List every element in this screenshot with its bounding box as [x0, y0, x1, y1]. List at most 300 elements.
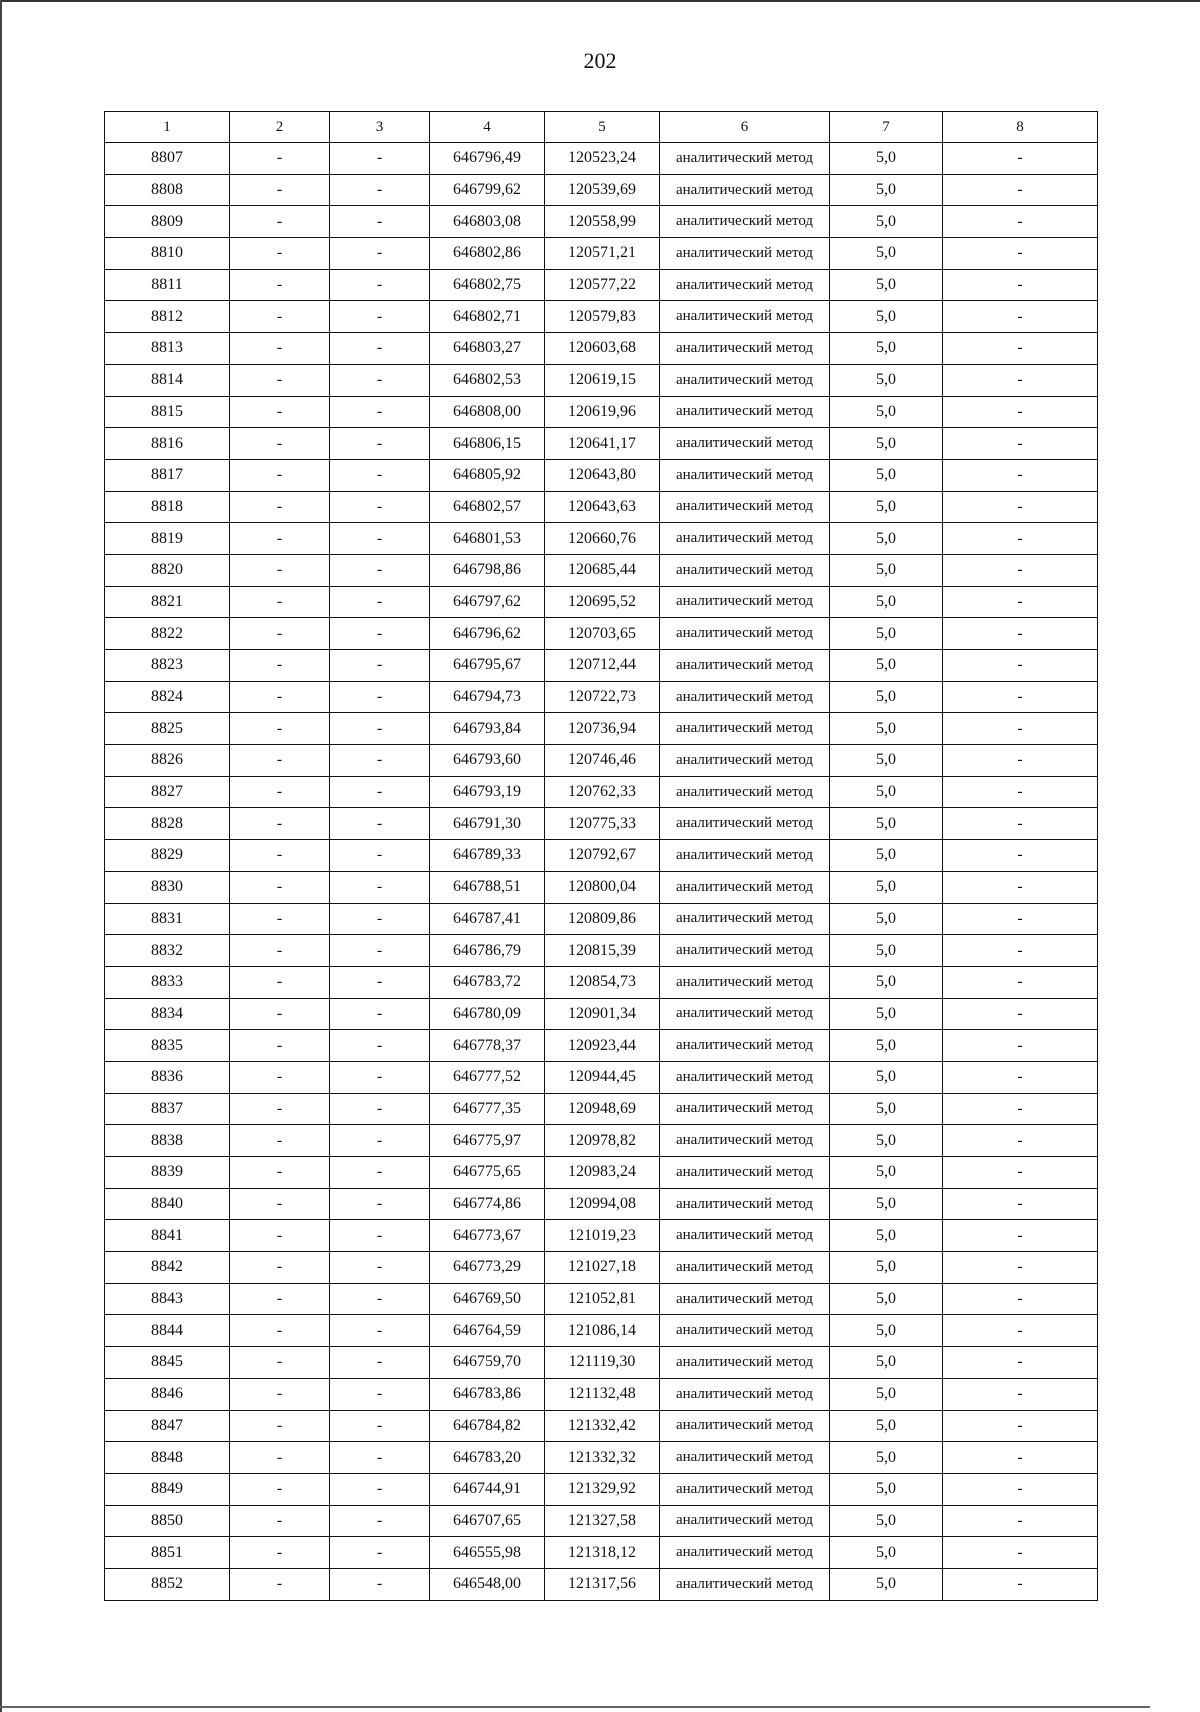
y-coordinate-cell: 120619,15 — [545, 364, 660, 396]
y-coordinate-cell: 120854,73 — [545, 966, 660, 998]
x-coordinate-cell: 646793,19 — [430, 776, 545, 808]
col-2-cell: - — [230, 1410, 330, 1442]
col-3-cell: - — [330, 491, 430, 523]
point-number-cell: 8816 — [105, 428, 230, 460]
method-cell: аналитический метод — [660, 1442, 830, 1474]
column-header: 8 — [943, 112, 1098, 143]
table-row — [105, 745, 1098, 777]
method-cell: аналитический метод — [660, 1252, 830, 1284]
col-8-cell: - — [943, 776, 1098, 808]
col-8-cell: - — [943, 840, 1098, 872]
column-header: 1 — [105, 112, 230, 143]
col-2-cell: - — [230, 269, 330, 301]
accuracy-cell: 5,0 — [830, 618, 943, 650]
col-8-cell: - — [943, 966, 1098, 998]
col-8-cell: - — [943, 1473, 1098, 1505]
point-number-cell: 8834 — [105, 998, 230, 1030]
point-number-cell: 8823 — [105, 650, 230, 682]
table-row — [105, 238, 1098, 270]
x-coordinate-cell: 646803,27 — [430, 333, 545, 365]
accuracy-cell: 5,0 — [830, 1410, 943, 1442]
method-cell: аналитический метод — [660, 871, 830, 903]
col-3-cell: - — [330, 871, 430, 903]
point-number-cell: 8813 — [105, 333, 230, 365]
col-2-cell: - — [230, 586, 330, 618]
point-number-cell: 8821 — [105, 586, 230, 618]
col-8-cell: - — [943, 459, 1098, 491]
method-cell: аналитический метод — [660, 935, 830, 967]
col-8-cell: - — [943, 871, 1098, 903]
point-number-cell: 8833 — [105, 966, 230, 998]
method-cell: аналитический метод — [660, 491, 830, 523]
x-coordinate-cell: 646774,86 — [430, 1188, 545, 1220]
method-cell: аналитический метод — [660, 1537, 830, 1569]
accuracy-cell: 5,0 — [830, 935, 943, 967]
table-row — [105, 618, 1098, 650]
col-8-cell: - — [943, 1030, 1098, 1062]
col-8-cell: - — [943, 650, 1098, 682]
point-number-cell: 8808 — [105, 174, 230, 206]
method-cell: аналитический метод — [660, 1378, 830, 1410]
point-number-cell: 8826 — [105, 745, 230, 777]
y-coordinate-cell: 121318,12 — [545, 1537, 660, 1569]
coordinates-table — [104, 111, 1098, 1601]
col-2-cell: - — [230, 1252, 330, 1284]
accuracy-cell: 5,0 — [830, 1442, 943, 1474]
point-number-cell: 8846 — [105, 1378, 230, 1410]
col-8-cell: - — [943, 745, 1098, 777]
col-3-cell: - — [330, 1030, 430, 1062]
col-3-cell: - — [330, 1378, 430, 1410]
x-coordinate-cell: 646788,51 — [430, 871, 545, 903]
x-coordinate-cell: 646707,65 — [430, 1505, 545, 1537]
method-cell: аналитический метод — [660, 301, 830, 333]
x-coordinate-cell: 646548,00 — [430, 1568, 545, 1600]
x-coordinate-cell: 646775,97 — [430, 1125, 545, 1157]
table-header-row — [105, 112, 1098, 143]
y-coordinate-cell: 120775,33 — [545, 808, 660, 840]
table-row — [105, 1505, 1098, 1537]
y-coordinate-cell: 120978,82 — [545, 1125, 660, 1157]
method-cell: аналитический метод — [660, 840, 830, 872]
col-3-cell: - — [330, 745, 430, 777]
accuracy-cell: 5,0 — [830, 396, 943, 428]
table-row — [105, 1410, 1098, 1442]
x-coordinate-cell: 646780,09 — [430, 998, 545, 1030]
method-cell: аналитический метод — [660, 745, 830, 777]
accuracy-cell: 5,0 — [830, 840, 943, 872]
col-3-cell: - — [330, 1093, 430, 1125]
point-number-cell: 8811 — [105, 269, 230, 301]
col-2-cell: - — [230, 1125, 330, 1157]
col-3-cell: - — [330, 238, 430, 270]
col-8-cell: - — [943, 301, 1098, 333]
table-row — [105, 523, 1098, 555]
col-8-cell: - — [943, 1537, 1098, 1569]
y-coordinate-cell: 120948,69 — [545, 1093, 660, 1125]
x-coordinate-cell: 646805,92 — [430, 459, 545, 491]
col-3-cell: - — [330, 903, 430, 935]
accuracy-cell: 5,0 — [830, 776, 943, 808]
col-3-cell: - — [330, 174, 430, 206]
y-coordinate-cell: 120579,83 — [545, 301, 660, 333]
point-number-cell: 8824 — [105, 681, 230, 713]
col-8-cell: - — [943, 903, 1098, 935]
col-8-cell: - — [943, 1505, 1098, 1537]
point-number-cell: 8827 — [105, 776, 230, 808]
method-cell: аналитический метод — [660, 618, 830, 650]
col-2-cell: - — [230, 681, 330, 713]
col-8-cell: - — [943, 1188, 1098, 1220]
col-2-cell: - — [230, 523, 330, 555]
accuracy-cell: 5,0 — [830, 301, 943, 333]
accuracy-cell: 5,0 — [830, 1283, 943, 1315]
point-number-cell: 8849 — [105, 1473, 230, 1505]
col-8-cell: - — [943, 1220, 1098, 1252]
table-row — [105, 1473, 1098, 1505]
col-2-cell: - — [230, 1061, 330, 1093]
point-number-cell: 8825 — [105, 713, 230, 745]
method-cell: аналитический метод — [660, 903, 830, 935]
col-8-cell: - — [943, 523, 1098, 555]
accuracy-cell: 5,0 — [830, 459, 943, 491]
accuracy-cell: 5,0 — [830, 238, 943, 270]
col-8-cell: - — [943, 808, 1098, 840]
col-2-cell: - — [230, 364, 330, 396]
point-number-cell: 8818 — [105, 491, 230, 523]
y-coordinate-cell: 120660,76 — [545, 523, 660, 555]
col-2-cell: - — [230, 1157, 330, 1189]
table-row — [105, 1537, 1098, 1569]
x-coordinate-cell: 646796,49 — [430, 143, 545, 175]
method-cell: аналитический метод — [660, 554, 830, 586]
point-number-cell: 8812 — [105, 301, 230, 333]
col-3-cell: - — [330, 808, 430, 840]
x-coordinate-cell: 646802,86 — [430, 238, 545, 270]
accuracy-cell: 5,0 — [830, 1188, 943, 1220]
point-number-cell: 8809 — [105, 206, 230, 238]
accuracy-cell: 5,0 — [830, 333, 943, 365]
accuracy-cell: 5,0 — [830, 998, 943, 1030]
accuracy-cell: 5,0 — [830, 1315, 943, 1347]
col-3-cell: - — [330, 681, 430, 713]
method-cell: аналитический метод — [660, 713, 830, 745]
col-8-cell: - — [943, 396, 1098, 428]
x-coordinate-cell: 646797,62 — [430, 586, 545, 618]
y-coordinate-cell: 121086,14 — [545, 1315, 660, 1347]
table-row — [105, 1347, 1098, 1379]
table-row — [105, 1030, 1098, 1062]
y-coordinate-cell: 120994,08 — [545, 1188, 660, 1220]
table-row — [105, 586, 1098, 618]
method-cell: аналитический метод — [660, 1220, 830, 1252]
x-coordinate-cell: 646773,29 — [430, 1252, 545, 1284]
accuracy-cell: 5,0 — [830, 1157, 943, 1189]
table-row — [105, 1378, 1098, 1410]
point-number-cell: 8840 — [105, 1188, 230, 1220]
col-3-cell: - — [330, 459, 430, 491]
table-row — [105, 903, 1098, 935]
col-8-cell: - — [943, 586, 1098, 618]
point-number-cell: 8835 — [105, 1030, 230, 1062]
table-row — [105, 998, 1098, 1030]
table-row — [105, 935, 1098, 967]
point-number-cell: 8819 — [105, 523, 230, 555]
table-row — [105, 681, 1098, 713]
method-cell: аналитический метод — [660, 364, 830, 396]
col-2-cell: - — [230, 491, 330, 523]
table-row — [105, 1188, 1098, 1220]
col-2-cell: - — [230, 238, 330, 270]
x-coordinate-cell: 646802,57 — [430, 491, 545, 523]
x-coordinate-cell: 646783,20 — [430, 1442, 545, 1474]
x-coordinate-cell: 646787,41 — [430, 903, 545, 935]
col-3-cell: - — [330, 1537, 430, 1569]
y-coordinate-cell: 120983,24 — [545, 1157, 660, 1189]
point-number-cell: 8845 — [105, 1347, 230, 1379]
point-number-cell: 8829 — [105, 840, 230, 872]
col-2-cell: - — [230, 1473, 330, 1505]
table-row — [105, 396, 1098, 428]
y-coordinate-cell: 120619,96 — [545, 396, 660, 428]
col-2-cell: - — [230, 998, 330, 1030]
table-row — [105, 428, 1098, 460]
y-coordinate-cell: 120923,44 — [545, 1030, 660, 1062]
x-coordinate-cell: 646798,86 — [430, 554, 545, 586]
col-8-cell: - — [943, 238, 1098, 270]
col-2-cell: - — [230, 301, 330, 333]
method-cell: аналитический метод — [660, 1125, 830, 1157]
table-row — [105, 1252, 1098, 1284]
method-cell: аналитический метод — [660, 1505, 830, 1537]
table-row — [105, 776, 1098, 808]
col-8-cell: - — [943, 269, 1098, 301]
col-8-cell: - — [943, 428, 1098, 460]
method-cell: аналитический метод — [660, 681, 830, 713]
point-number-cell: 8831 — [105, 903, 230, 935]
x-coordinate-cell: 646801,53 — [430, 523, 545, 555]
accuracy-cell: 5,0 — [830, 586, 943, 618]
col-3-cell: - — [330, 1061, 430, 1093]
point-number-cell: 8836 — [105, 1061, 230, 1093]
x-coordinate-cell: 646783,86 — [430, 1378, 545, 1410]
method-cell: аналитический метод — [660, 1568, 830, 1600]
method-cell: аналитический метод — [660, 143, 830, 175]
col-8-cell: - — [943, 1315, 1098, 1347]
x-coordinate-cell: 646793,60 — [430, 745, 545, 777]
y-coordinate-cell: 120571,21 — [545, 238, 660, 270]
y-coordinate-cell: 120685,44 — [545, 554, 660, 586]
accuracy-cell: 5,0 — [830, 903, 943, 935]
method-cell: аналитический метод — [660, 1188, 830, 1220]
col-2-cell: - — [230, 1188, 330, 1220]
method-cell: аналитический метод — [660, 1093, 830, 1125]
col-8-cell: - — [943, 1347, 1098, 1379]
col-2-cell: - — [230, 935, 330, 967]
x-coordinate-cell: 646773,67 — [430, 1220, 545, 1252]
table-row — [105, 650, 1098, 682]
col-8-cell: - — [943, 1125, 1098, 1157]
accuracy-cell: 5,0 — [830, 808, 943, 840]
col-2-cell: - — [230, 554, 330, 586]
accuracy-cell: 5,0 — [830, 206, 943, 238]
x-coordinate-cell: 646793,84 — [430, 713, 545, 745]
y-coordinate-cell: 120736,94 — [545, 713, 660, 745]
col-8-cell: - — [943, 935, 1098, 967]
table-body — [105, 112, 1098, 1601]
col-3-cell: - — [330, 840, 430, 872]
col-2-cell: - — [230, 1315, 330, 1347]
table-row — [105, 1442, 1098, 1474]
col-3-cell: - — [330, 1252, 430, 1284]
column-header: 2 — [230, 112, 330, 143]
method-cell: аналитический метод — [660, 1473, 830, 1505]
method-cell: аналитический метод — [660, 1315, 830, 1347]
table-row — [105, 1220, 1098, 1252]
y-coordinate-cell: 120722,73 — [545, 681, 660, 713]
method-cell: аналитический метод — [660, 998, 830, 1030]
col-2-cell: - — [230, 1442, 330, 1474]
point-number-cell: 8838 — [105, 1125, 230, 1157]
column-header: 4 — [430, 112, 545, 143]
method-cell: аналитический метод — [660, 776, 830, 808]
col-3-cell: - — [330, 1505, 430, 1537]
col-8-cell: - — [943, 681, 1098, 713]
y-coordinate-cell: 120815,39 — [545, 935, 660, 967]
table-row — [105, 840, 1098, 872]
col-2-cell: - — [230, 206, 330, 238]
col-3-cell: - — [330, 333, 430, 365]
column-header: 3 — [330, 112, 430, 143]
table-row — [105, 206, 1098, 238]
point-number-cell: 8828 — [105, 808, 230, 840]
col-2-cell: - — [230, 776, 330, 808]
table-row — [105, 333, 1098, 365]
x-coordinate-cell: 646769,50 — [430, 1283, 545, 1315]
table-row — [105, 269, 1098, 301]
method-cell: аналитический метод — [660, 1061, 830, 1093]
table-row — [105, 1093, 1098, 1125]
method-cell: аналитический метод — [660, 1347, 830, 1379]
x-coordinate-cell: 646777,35 — [430, 1093, 545, 1125]
col-3-cell: - — [330, 650, 430, 682]
y-coordinate-cell: 120792,67 — [545, 840, 660, 872]
table-row — [105, 1061, 1098, 1093]
col-3-cell: - — [330, 776, 430, 808]
table-row — [105, 1125, 1098, 1157]
table-row — [105, 459, 1098, 491]
col-2-cell: - — [230, 459, 330, 491]
col-3-cell: - — [330, 1568, 430, 1600]
accuracy-cell: 5,0 — [830, 1537, 943, 1569]
x-coordinate-cell: 646791,30 — [430, 808, 545, 840]
col-3-cell: - — [330, 269, 430, 301]
col-8-cell: - — [943, 333, 1098, 365]
method-cell: аналитический метод — [660, 966, 830, 998]
method-cell: аналитический метод — [660, 650, 830, 682]
col-2-cell: - — [230, 1220, 330, 1252]
y-coordinate-cell: 121052,81 — [545, 1283, 660, 1315]
col-3-cell: - — [330, 1315, 430, 1347]
method-cell: аналитический метод — [660, 808, 830, 840]
col-2-cell: - — [230, 1505, 330, 1537]
col-2-cell: - — [230, 808, 330, 840]
x-coordinate-cell: 646802,71 — [430, 301, 545, 333]
col-8-cell: - — [943, 206, 1098, 238]
y-coordinate-cell: 120712,44 — [545, 650, 660, 682]
y-coordinate-cell: 120703,65 — [545, 618, 660, 650]
col-8-cell: - — [943, 1442, 1098, 1474]
point-number-cell: 8843 — [105, 1283, 230, 1315]
y-coordinate-cell: 120641,17 — [545, 428, 660, 460]
col-2-cell: - — [230, 396, 330, 428]
col-8-cell: - — [943, 143, 1098, 175]
accuracy-cell: 5,0 — [830, 745, 943, 777]
col-2-cell: - — [230, 1347, 330, 1379]
accuracy-cell: 5,0 — [830, 1473, 943, 1505]
accuracy-cell: 5,0 — [830, 428, 943, 460]
col-2-cell: - — [230, 1283, 330, 1315]
accuracy-cell: 5,0 — [830, 1093, 943, 1125]
point-number-cell: 8841 — [105, 1220, 230, 1252]
scan-border-left — [0, 0, 2, 1712]
scan-border-top — [0, 0, 1200, 2]
col-3-cell: - — [330, 618, 430, 650]
x-coordinate-cell: 646808,00 — [430, 396, 545, 428]
method-cell: аналитический метод — [660, 586, 830, 618]
y-coordinate-cell: 121327,58 — [545, 1505, 660, 1537]
col-2-cell: - — [230, 618, 330, 650]
x-coordinate-cell: 646759,70 — [430, 1347, 545, 1379]
x-coordinate-cell: 646555,98 — [430, 1537, 545, 1569]
table-row — [105, 301, 1098, 333]
point-number-cell: 8837 — [105, 1093, 230, 1125]
col-3-cell: - — [330, 1157, 430, 1189]
x-coordinate-cell: 646802,75 — [430, 269, 545, 301]
method-cell: аналитический метод — [660, 1157, 830, 1189]
table-row — [105, 364, 1098, 396]
point-number-cell: 8810 — [105, 238, 230, 270]
y-coordinate-cell: 120809,86 — [545, 903, 660, 935]
point-number-cell: 8839 — [105, 1157, 230, 1189]
col-2-cell: - — [230, 903, 330, 935]
y-coordinate-cell: 121329,92 — [545, 1473, 660, 1505]
point-number-cell: 8852 — [105, 1568, 230, 1600]
table-row — [105, 1315, 1098, 1347]
accuracy-cell: 5,0 — [830, 1125, 943, 1157]
point-number-cell: 8850 — [105, 1505, 230, 1537]
method-cell: аналитический метод — [660, 333, 830, 365]
col-8-cell: - — [943, 1568, 1098, 1600]
column-header: 5 — [545, 112, 660, 143]
accuracy-cell: 5,0 — [830, 1347, 943, 1379]
point-number-cell: 8815 — [105, 396, 230, 428]
method-cell: аналитический метод — [660, 1030, 830, 1062]
col-2-cell: - — [230, 966, 330, 998]
table-row — [105, 554, 1098, 586]
col-2-cell: - — [230, 840, 330, 872]
y-coordinate-cell: 120603,68 — [545, 333, 660, 365]
table-row — [105, 808, 1098, 840]
point-number-cell: 8822 — [105, 618, 230, 650]
x-coordinate-cell: 646775,65 — [430, 1157, 545, 1189]
col-3-cell: - — [330, 143, 430, 175]
accuracy-cell: 5,0 — [830, 1061, 943, 1093]
point-number-cell: 8847 — [105, 1410, 230, 1442]
col-2-cell: - — [230, 713, 330, 745]
y-coordinate-cell: 120901,34 — [545, 998, 660, 1030]
y-coordinate-cell: 121027,18 — [545, 1252, 660, 1284]
